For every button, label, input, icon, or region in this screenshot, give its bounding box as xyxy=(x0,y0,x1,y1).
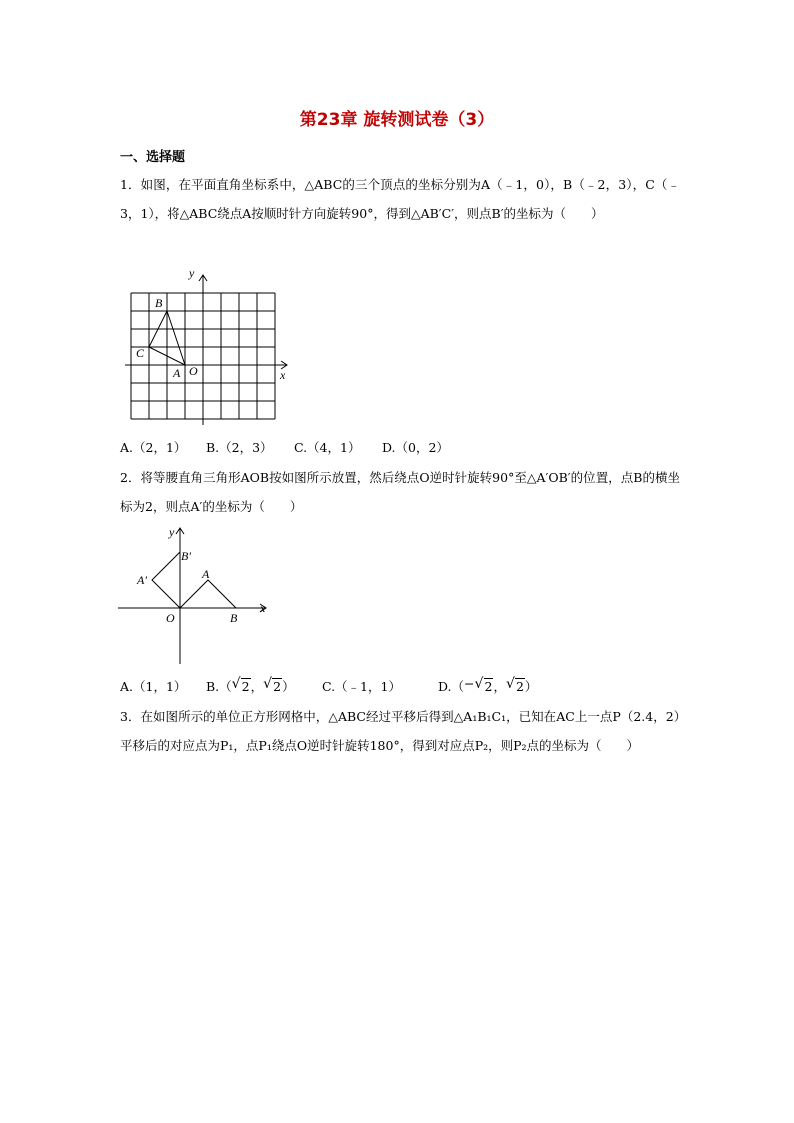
q2-option-d-sep: ， xyxy=(493,679,506,694)
fig2-label-b-prime: B′ xyxy=(181,549,191,563)
q2-option-b-suffix: ） xyxy=(282,679,295,694)
q2-option-b[interactable] xyxy=(206,677,318,695)
fig2-label-a: A xyxy=(202,567,210,581)
q1-option-a[interactable]: A.（2，1） xyxy=(120,440,187,455)
sqrt-symbol xyxy=(506,678,525,694)
question-1-options xyxy=(120,438,680,456)
sqrt-radicand: 2 xyxy=(484,679,493,694)
q2-option-c[interactable]: C.（﹣1，1） xyxy=(321,679,401,694)
q2-option-d-minus: − xyxy=(464,676,475,691)
q2-option-d-suffix: ） xyxy=(524,679,538,694)
fig1-label-o: O xyxy=(189,364,198,378)
fig2-label-b: B xyxy=(230,611,238,625)
question-3-text: 3．在如图所示的单位正方形网格中，△ABC经过平移后得到△A₁B₁C₁，已知在AC上一点P（2.4，2）平移后的对应点为P₁，点P₁绕点O逆时针旋转180°，得到对应点P₂，则P₂点的坐标为（ ） xyxy=(120,709,680,753)
question-1-figure xyxy=(125,265,295,425)
question-1-text: 1．如图，在平面直角坐标系中，△ABC的三个顶点的坐标分别为A（﹣1，0），B（﹣2，3），C（﹣3，1），将△ABC绕点A按顺时针方向旋转90°，得到△AB′C′，则点B′的坐标为（ ） xyxy=(120,177,680,221)
q2-option-a[interactable]: A.（1，1） xyxy=(120,679,187,694)
question-2-text: 2．将等腰直角三角形AOB按如图所示放置，然后绕点O逆时针旋转90°至△A′OB′的位置，点B的横坐标为2，则点A′的坐标为（ ） xyxy=(120,470,680,514)
question-2-options xyxy=(120,677,680,695)
q1-option-c[interactable]: C.（4，1） xyxy=(293,440,361,455)
fig2-label-y: y xyxy=(169,525,175,539)
sqrt-radicand: 2 xyxy=(241,679,250,694)
q2-option-b-sep: ， xyxy=(250,679,264,694)
fig2-label-x: x xyxy=(260,601,266,615)
q2-option-b-prefix: B.（ xyxy=(205,679,232,694)
q2-option-d-prefix: D.（ xyxy=(437,679,465,694)
sqrt-symbol xyxy=(232,678,251,694)
q1-option-b[interactable]: B.（2，3） xyxy=(205,440,273,455)
fig1-label-a: A xyxy=(173,366,181,380)
q1-option-d[interactable]: D.（0，2） xyxy=(381,440,449,455)
page-title: 第23章 旋转测试卷（3） xyxy=(299,110,495,130)
sqrt-symbol xyxy=(475,678,494,694)
sqrt-symbol xyxy=(263,678,282,694)
fig2-label-o: O xyxy=(166,611,175,625)
question-2-figure xyxy=(118,522,278,667)
fig1-label-b: B xyxy=(155,296,163,310)
q2-option-d[interactable] xyxy=(438,677,537,695)
fig1-label-y: y xyxy=(189,266,195,280)
fig1-label-x: x xyxy=(280,368,286,382)
section-heading: 一、选择题 xyxy=(120,150,186,165)
sqrt-radicand: 2 xyxy=(515,679,524,694)
fig2-label-a-prime: A′ xyxy=(137,573,147,587)
sqrt-radicand: 2 xyxy=(273,679,282,694)
fig1-label-c: C xyxy=(136,346,145,360)
